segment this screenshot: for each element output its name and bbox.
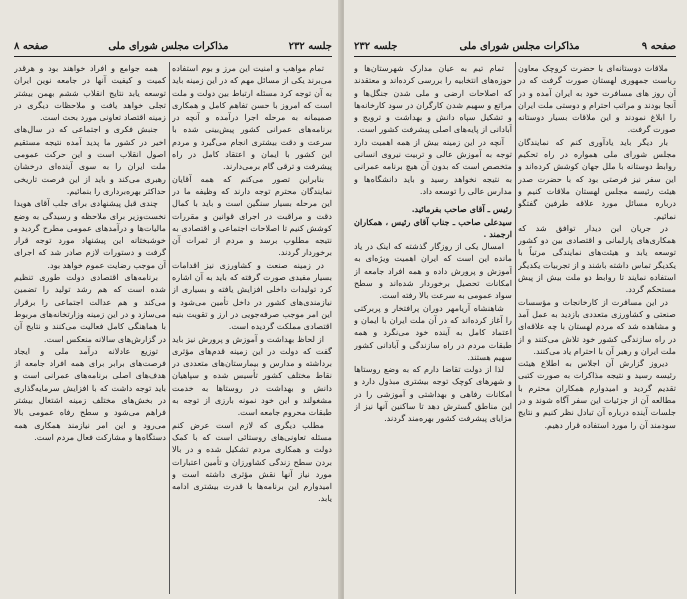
paragraph: تمام تیم به عیان مدارک شهرستان‌ها و حوزه‌های انتخابیه را بررسی کرده‌اند و معتقدند که اصلاحات ارضی و ملی شدن جنگل‌ها و مراتع و سهیم شدن کارگران در سود کارخانه‌ها و تشکیل سپاه دانش و بهداشت و ترویج و آبادانی از پایه‌های اصلی پیشرفت کشور است. [354,63,512,135]
right-page [344,0,687,599]
left-page-column-divider [169,62,170,594]
paragraph: آنچه در این زمینه بیش از همه اهمیت دارد توجه به آموزش عالی و تربیت نیروی انسانی متخصص است که بدون آن هیچ برنامه عمرانی به نتیجه نخواهد رسید و باید دانشگاه‌ها و مدارس عالی را توسعه داد. [354,136,512,196]
paragraph: دیروز گزارش آن اجلاس به اطلاع هیئت رئیسه رسید و نتیجه مذاکرات به صورت کتبی تقدیم گردید و امیدوارم همکاران محترم با مطالعه آن از جزئیات این سفر آگاه شوند و در جلسات آینده درباره آن تبادل نظر کنیم و نتایج سودمند آن را مورد استفاده قرار دهیم. [518,358,676,430]
right-page-column-divider [515,62,516,594]
paragraph: جنبش فکری و اجتماعی که در سال‌های اخیر در کشور ما پدید آمده نتیجه مستقیم اصول انقلاب است و این حرکت عمومی ملت ایران را به سوی آینده‌ای درخشان رهبری می‌کند و باید از این فرصت تاریخی حداکثر بهره‌برداری را بنمائیم. [14,124,166,196]
paragraph: از لحاظ بهداشت و آموزش و پرورش نیز باید گفت که دولت در این زمینه قدم‌های مؤثری برداشته و مدارس و بیمارستان‌های متعددی در نقاط مختلف کشور تأسیس شده و سپاهیان دانش و بهداشت در روستاها به خدمت مشغولند و این خود نمونه بارزی از توجه به طبقات محروم جامعه است. [172,333,332,418]
left-page-journal-title: مذاکرات مجلس شورای ملی [108,40,229,52]
left-page-header-rule [14,56,332,57]
paragraph: امسال یکی از روزگار گذشته که اینک در یاد مانده این است که ایران اهمیت ویژه‌ای به آموزش و پرورش داده و همه افراد جامعه از امکانات تحصیل برخوردار شده‌اند و سطح سواد عمومی به سرعت بالا رفته است. [354,241,512,301]
right-page-session-label: جلسه ۲۳۲ [354,40,398,52]
right-page-number: صفحه ۹ [641,40,676,52]
left-page-right-column [172,62,332,594]
right-page-left-column [354,62,512,594]
left-page [0,0,341,599]
paragraph: ملاقات دوستانه‌ای با حضرت کروچک معاون ریاست جمهوری لهستان صورت گرفت که در آن روز های مسافرت خود به ایران آمده و در آنجا بودند و مراتب احترام و دوستی ملت ایران را ابلاغ نمودند و این ملاقات بسیار دوستانه صورت گرفت. [518,63,676,135]
paragraph: همه جوامع و افراد خواهند بود و هرقدر کمیت و کیفیت آنها در جامعه نوین ایران توسعه یابد نتایج انقلاب ششم بهمن بیشتر تجلی خواهد یافت و ملاحظات دیگری در زمینه اقتصاد تعاونی مورد بحث است. [14,63,166,123]
left-page-header [14,38,332,54]
paragraph: لذا از دولت تقاضا دارم که به وضع روستاها و شهرهای کوچک توجه بیشتری مبذول دارد و امکانات رفاهی و بهداشتی و آموزشی را در این مناطق گسترش دهد تا ساکنین آنها نیز از مزایای پیشرفت کشور بهره‌مند گردند. [354,364,512,424]
right-page-header-rule [354,56,676,57]
paragraph: در زمینه صنعت و کشاورزی نیز اقدامات بسیار مفیدی صورت گرفته که باید به آن اشاره کرد تولیدات داخلی افزایش یافته و بسیاری از نیازمندی‌های کشور در داخل تأمین می‌شود و این امر موجب صرفه‌جویی در ارز و تقویت بنیه اقتصادی مملکت گردیده است. [172,259,332,332]
paragraph: در این مسافرت از کارخانجات و مؤسسات صنعتی و کشاورزی متعددی بازدید به عمل آمد و مشاهده شد که مردم لهستان با چه علاقه‌ای در راه سازندگی کشور خود تلاش می‌کنند و از ملت ایران و رهبر آن با احترام یاد می‌کنند. [518,296,676,356]
paragraph: شاهنشاه آریامهر دوران پرافتخار و پربرکتی را آغاز کرده‌اند که در آن ملت ایران با ایمان و اعتماد کامل به آینده خود می‌نگرد و همه طبقات مردم در راه سازندگی و آبادانی کشور سهیم هستند. [354,302,512,362]
paragraph: مطلب دیگری که لازم است عرض کنم مسئله تعاونی‌های روستائی است که با کمک دولت و همکاری مردم تشکیل شده و در بالا بردن سطح زندگی کشاورزان و تأمین اعتبارات مورد نیاز آنها نقش مؤثری داشته است و امیدوارم این برنامه‌ها با قدرت بیشتری ادامه یابد. [172,419,332,504]
right-page-journal-title: مذاکرات مجلس شورای ملی [459,40,580,52]
right-page-right-column [518,62,676,594]
paragraph: بنابراین تصور می‌کنم که همه آقایان نمایندگان محترم توجه دارند که وظیفه ما در این مرحله بسیار سنگین است و باید با کمال دقت و مراقبت در اجرای قوانین و مقررات کوشش کنیم تا اصلاحات اجتماعی و اقتصادی به نتیجه مطلوب برسد و مردم از ثمرات آن برخوردار گردند. [172,173,332,258]
paragraph: برنامه‌های اقتصادی دولت طوری تنظیم شده است که هم رشد تولید را تضمین می‌کند و هم عدالت اجتماعی را برقرار می‌سازد و در این زمینه وزارتخانه‌های مربوط با هماهنگی کامل فعالیت می‌کنند و نتایج آن در گزارش‌های سالانه منعکس است. [14,272,166,344]
speaker-line: سیدعلی صاحب ـ جناب آقای رئیس ، همکاران ارجمند . [354,216,512,239]
left-page-session-label: جلسه ۲۳۲ [288,40,332,52]
paragraph: توزیع عادلانه درآمد ملی و ایجاد فرصت‌های برابر برای همه افراد جامعه از هدف‌های اصلی برنامه‌های عمرانی است و باید توجه داشت که با افزایش سرمایه‌گذاری در بخش‌های مختلف زمینه اشتغال بیشتر فراهم می‌شود و سطح رفاه عمومی بالا می‌رود و این امر نیازمند همکاری همه دستگاه‌ها و مشارکت فعال مردم است. [14,345,166,442]
paragraph: چندی قبل پیشنهادی برای جلب آقای هویدا نخست‌وزیر برای ملاحظه و رسیدگی به وضع مالیات‌ها و درآمدهای عمومی مطرح گردید و خوشبختانه این پیشنهاد مورد توجه قرار گرفت و دستورات لازم صادر شد که اجرای آن موجب رضایت عموم خواهد بود. [14,198,166,270]
left-page-number: صفحه ۸ [14,40,49,52]
paragraph: تمام مواهب و امنیت این مرز و بوم استفاده می‌برند یکی از مسائل مهم که در این زمینه باید به آن توجه کرد مسئله ارتباط بین دولت و ملت است که امروز با حسن تفاهم کامل و همکاری صمیمانه به مرحله اجرا درآمده و آنچه در برنامه‌های عمرانی کشور پیش‌بینی شده با سرعت و دقت بیشتری انجام می‌گیرد و مردم این کشور با ایمان و اعتقاد کامل در راه پیشرفت و ترقی گام برمی‌دارند. [172,63,332,172]
right-page-header [354,38,676,54]
left-page-left-column [14,62,166,594]
paragraph: بار دیگر باید یادآوری کنم که نمایندگان مجلس شورای ملی همواره در راه تحکیم روابط دوستانه با ملل جهان کوشش کرده‌اند و این سفر نیز فرصتی بود که با حضرت صدر هیئت رئیسه مجلس لهستان ملاقات کنیم و درباره مسائل مورد علاقه طرفین گفتگو نمائیم. [518,136,676,221]
paragraph: در جریان این دیدار توافق شد که همکاری‌های پارلمانی و اقتصادی بین دو کشور توسعه یابد و هیئت‌های نمایندگی مرتباً با یکدیگر تماس داشته باشند و از تجربیات یکدیگر استفاده نمایند تا روابط دو ملت بیش از پیش مستحکم گردد. [518,222,676,295]
speaker-line: رئیس ـ آقای صاحب بفرمائید. [411,204,512,215]
